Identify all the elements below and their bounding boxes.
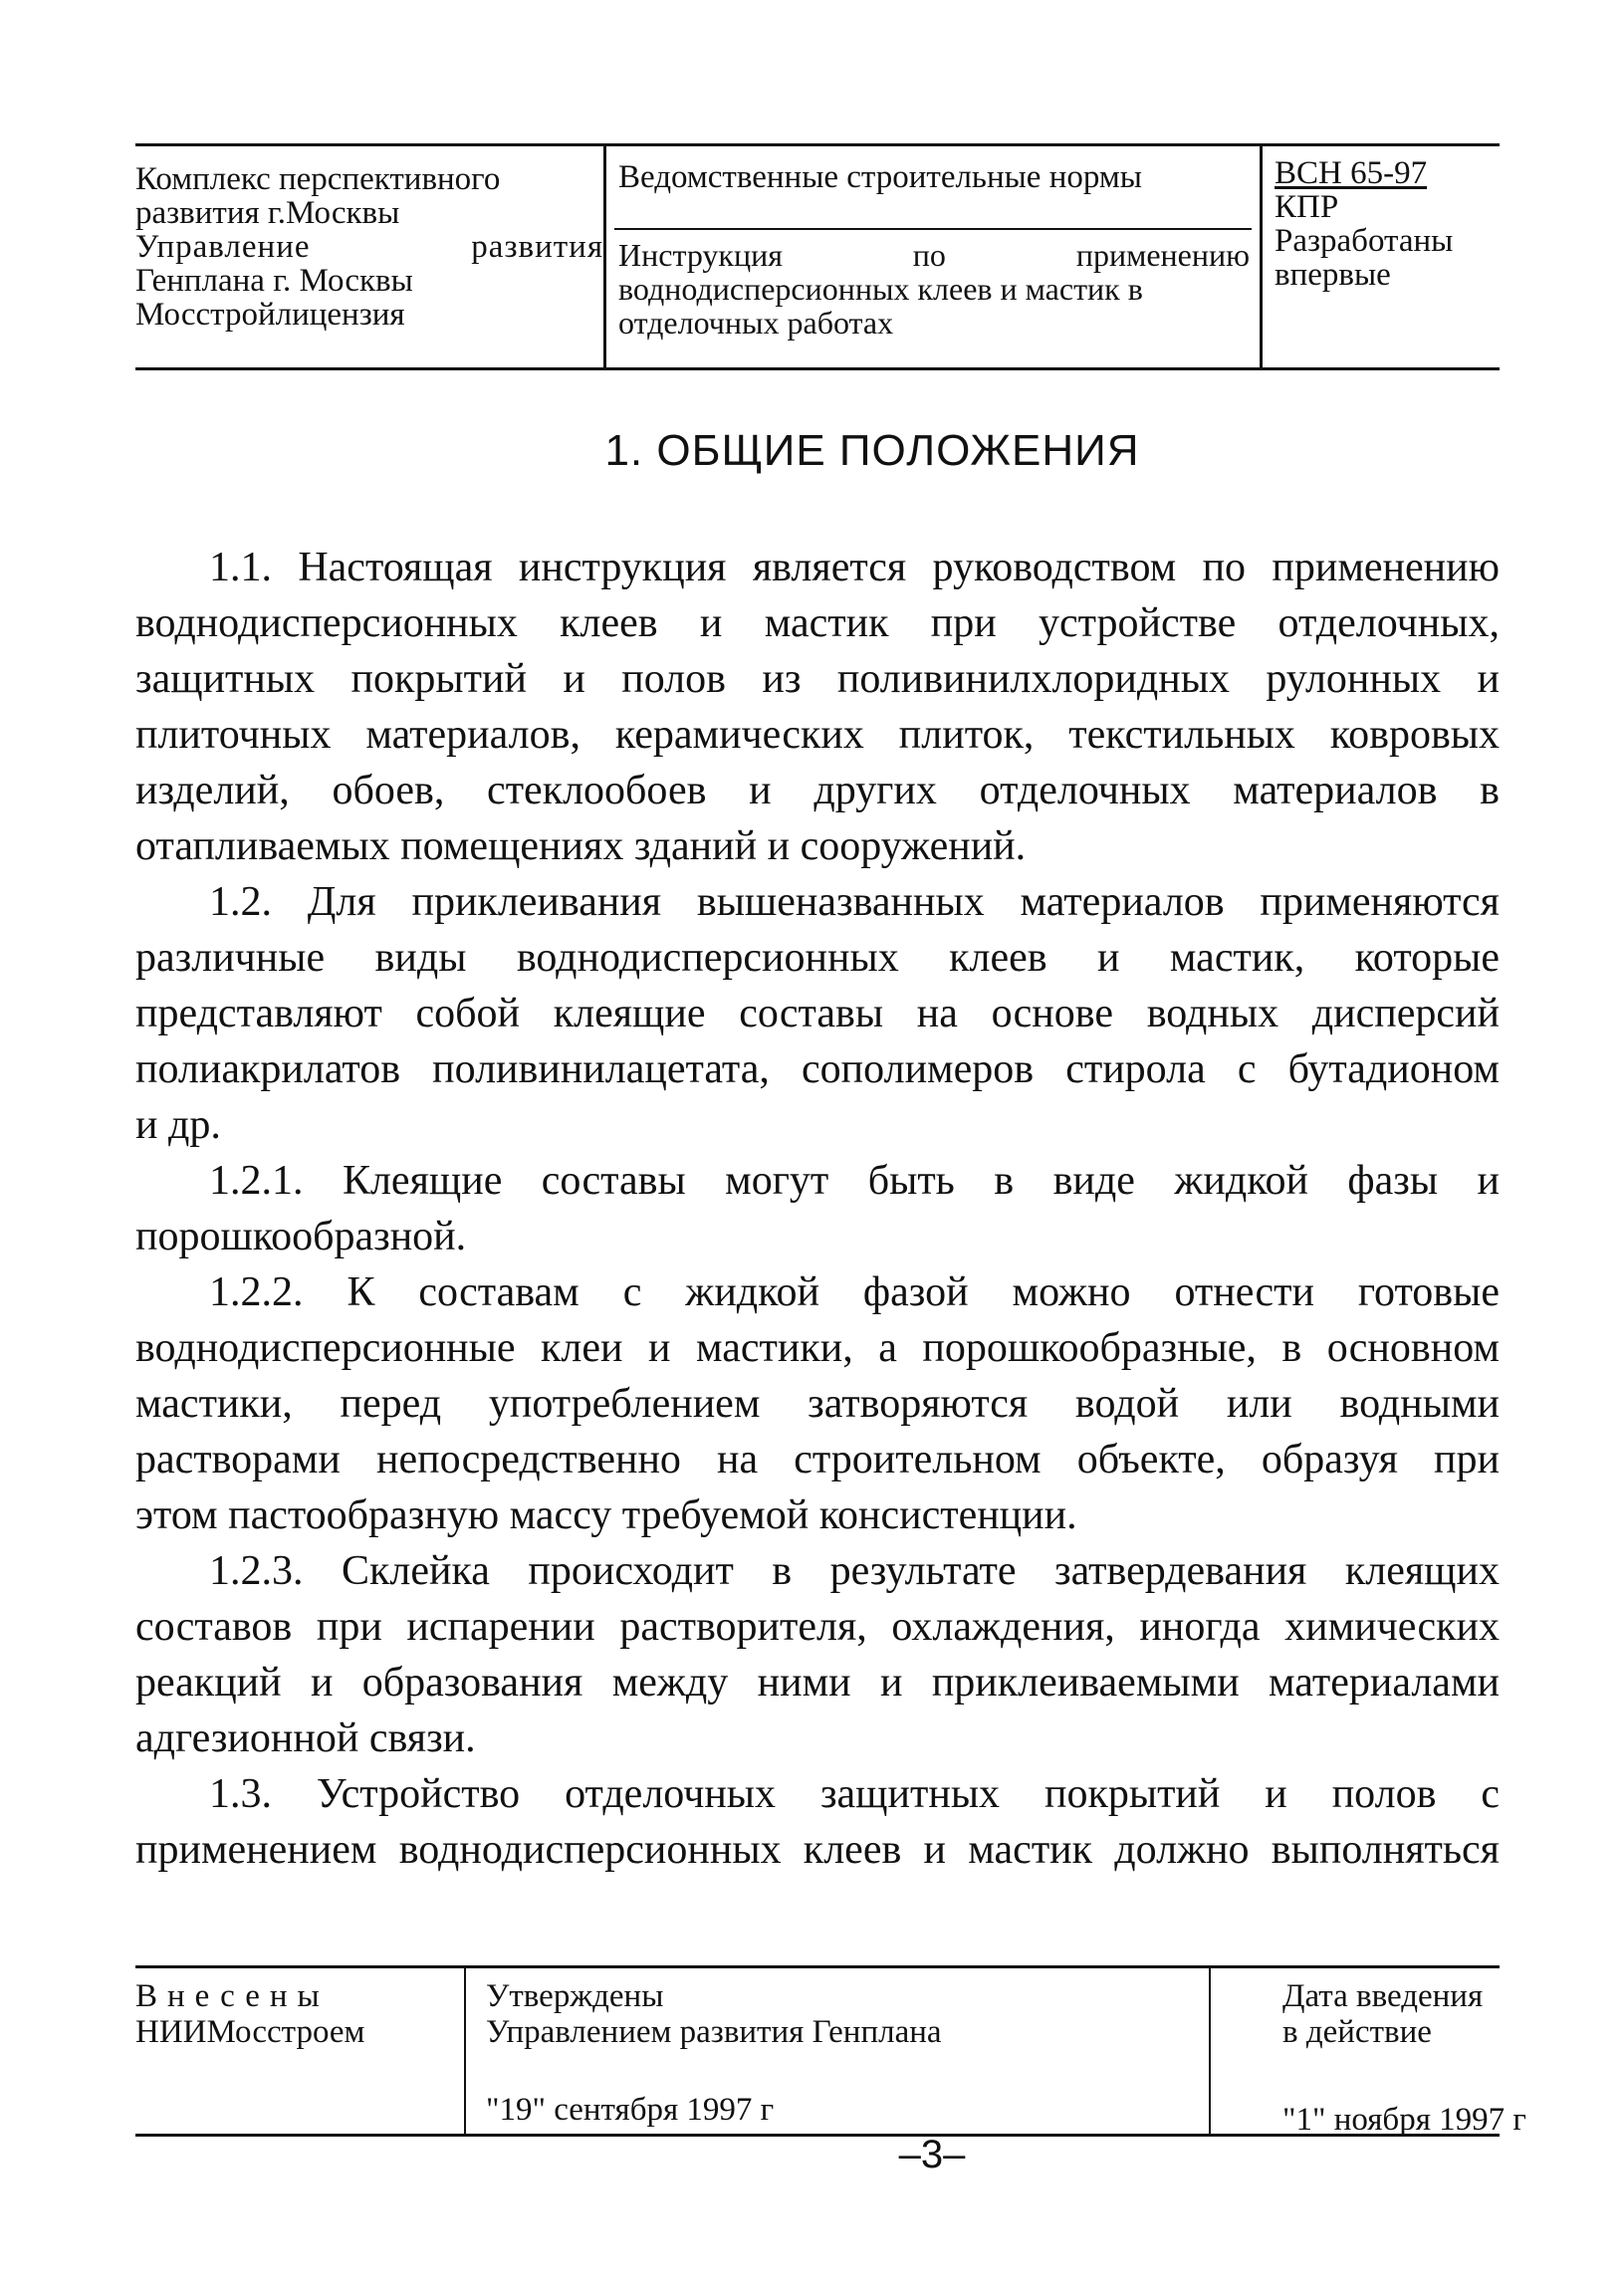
text-line: применением воднодисперсионных клеев и мастик должно выполняться [135, 1827, 1500, 1873]
page-number [135, 2133, 1500, 2177]
text-line: растворами непосредственно на строительном объекте, образуя при [135, 1437, 1500, 1482]
approved-org: Управлением развития Генплана [486, 2014, 942, 2050]
status-line: впервые [1275, 257, 1391, 293]
org-line: Мосстройлицензия [135, 297, 405, 333]
org-line: Генплана г. Москвы [135, 263, 413, 299]
effective-label: Дата введения [1282, 1978, 1484, 2014]
effective-date-cell [1231, 1978, 1549, 2138]
approved-by-cell [464, 1968, 1211, 2134]
status-line: Разработаны [1275, 223, 1454, 259]
document-code-suffix: КПР [1275, 189, 1339, 225]
paragraph [135, 1264, 1500, 1543]
approved-date: "19" сентября 1997 г [486, 2092, 775, 2128]
paragraph [135, 1543, 1500, 1766]
text-line: различные виды воднодисперсионных клеев и мастик, которые [135, 935, 1500, 981]
document-code: ВСН 65-97 [1275, 155, 1428, 191]
section-heading [135, 426, 1500, 476]
introduced-label: Внесены [135, 1978, 330, 2014]
text-line: представляют собой клеящие составы на основе водных дисперсий [135, 991, 1500, 1036]
introduced-org: НИИМосстроем [135, 2014, 365, 2050]
text-line: и др. [135, 1102, 221, 1148]
cell-divider [614, 228, 1252, 230]
approved-label: Утверждены [486, 1978, 664, 2014]
text-line: адгезионной связи. [135, 1715, 476, 1761]
text-line: защитных покрытий и полов из поливинилхлоридных рулонных и [135, 656, 1500, 702]
issuing-organizations [135, 146, 603, 367]
instruction-title [618, 238, 1250, 340]
instruction-line: отделочных работах [618, 305, 894, 341]
text-line: воднодисперсионных клеев и мастик при устройстве отделочных, [135, 600, 1500, 646]
text-line: составов при испарении растворителя, охлаждения, иногда химических [135, 1604, 1500, 1650]
instruction-line: Инструкция по применению [618, 237, 1250, 273]
effective-date: "1" ноября 1997 г [1282, 2102, 1526, 2138]
paragraph [135, 874, 1500, 1153]
text-line: 1.1. Настоящая инструкция является руководством по применению [209, 545, 1500, 590]
text-line: порошкообразной. [135, 1214, 467, 1259]
paragraph [135, 1153, 1500, 1264]
introduced-by-cell [135, 1978, 444, 2050]
document-header-table [135, 143, 1500, 370]
text-line: изделий, обоев, стеклообоев и других отделочных материалов в [135, 768, 1500, 813]
text-line: 1.2.3. Склейка происходит в результате затвердевания клеящих [209, 1548, 1500, 1594]
text-line: полиакрилатов поливинилацетата, сополимеров стирола с бутадионом [135, 1046, 1500, 1092]
text-line: 1.3. Устройство отделочных защитных покрытий и полов с [209, 1771, 1500, 1817]
paragraph [135, 540, 1500, 874]
page-number-text: –3– [898, 2133, 966, 2176]
text-line: плиточных материалов, керамических плиток, текстильных ковровых [135, 712, 1500, 758]
org-line: развития г.Москвы [135, 195, 400, 231]
text-line: 1.2. Для приклеивания вышеназванных материалов применяются [209, 879, 1500, 925]
effective-label: в действие [1282, 2014, 1432, 2050]
text-line: 1.2.2. К составам с жидкой фазой можно отнести готовые [209, 1269, 1500, 1315]
document-footer-table [135, 1965, 1526, 2138]
norm-type: Ведомственные строительные нормы [618, 159, 1142, 195]
paragraph [135, 1766, 1500, 1878]
text-line: отапливаемых помещениях зданий и сооружений. [135, 823, 1027, 869]
text-line: мастики, перед употреблением затворяются водой или водными [135, 1381, 1500, 1427]
document-code-cell [1261, 146, 1513, 367]
document-title-cell [603, 146, 1263, 367]
text-line: этом пастообразную массу требуемой консистенции. [135, 1492, 1077, 1538]
org-line: Управление развития [135, 229, 603, 265]
text-line: реакций и образования между ними и приклеиваемыми материалами [135, 1660, 1500, 1706]
section-title: 1. ОБЩИЕ ПОЛОЖЕНИЯ [604, 426, 1140, 475]
org-line: Комплекс перспективного [135, 161, 501, 197]
text-line: 1.2.1. Клеящие составы могут быть в виде жидкой фазы и [209, 1158, 1500, 1204]
instruction-line: воднодисперсионных клеев и мастик в [618, 271, 1143, 307]
document-body [135, 540, 1500, 1878]
text-line: воднодисперсионные клеи и мастики, а порошкообразные, в основном [135, 1325, 1500, 1371]
